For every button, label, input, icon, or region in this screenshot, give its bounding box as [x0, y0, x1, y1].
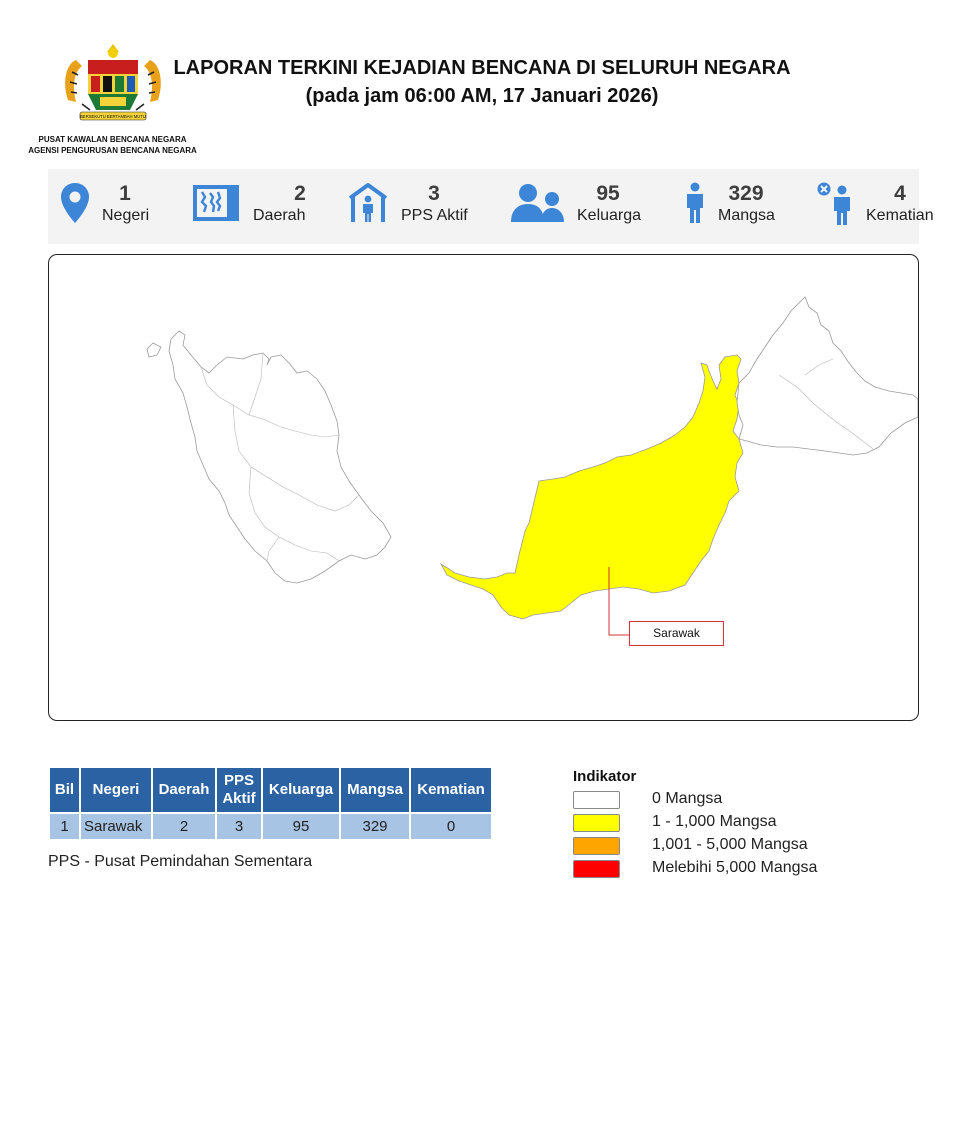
agency-name	[10, 134, 215, 156]
col-header-mangsa: Mangsa	[341, 768, 409, 812]
legend-item	[573, 811, 873, 834]
legend-label: 1 - 1,000 Mangsa	[652, 813, 777, 830]
legend-swatch-high	[573, 860, 620, 878]
cell-keluarga: 95	[263, 814, 339, 839]
stat-label: Mangsa	[718, 207, 775, 224]
cell-pps-aktif: 3	[217, 814, 261, 839]
col-header-daerah: Daerah	[153, 768, 215, 812]
legend-swatch-zero	[573, 791, 620, 809]
stat-label: PPS Aktif	[401, 207, 468, 224]
stat-mangsa	[658, 169, 808, 244]
stat-value: 2	[294, 182, 306, 205]
stat-value: 95	[596, 182, 620, 205]
stat-keluarga	[498, 169, 658, 244]
cell-daerah: 2	[153, 814, 215, 839]
sabah-outline	[737, 297, 918, 455]
death-person-icon	[816, 181, 856, 225]
legend	[573, 766, 873, 880]
cell-mangsa: 329	[341, 814, 409, 839]
report-subtitle: (pada jam 06:00 AM, 17 Januari 2026)	[305, 85, 659, 107]
stat-label: Kematian	[866, 207, 934, 224]
stat-value: 1	[119, 182, 131, 205]
legend-item	[573, 857, 873, 880]
col-header-keluarga: Keluarga	[263, 768, 339, 812]
col-header-negeri: Negeri	[81, 768, 151, 812]
peninsular-malaysia-outline	[147, 331, 391, 583]
col-header-bil: Bil	[50, 768, 79, 812]
legend-swatch-medium	[573, 837, 620, 855]
stat-kematian	[808, 169, 934, 244]
agency-line-1: PUSAT KAWALAN BENCANA NEGARA	[38, 135, 187, 144]
legend-title: Indikator	[573, 768, 637, 785]
agency-line-2: AGENSI PENGURUSAN BENCANA NEGARA	[28, 146, 197, 155]
table-row	[50, 814, 491, 839]
stat-label: Keluarga	[577, 207, 642, 224]
footnote-pps: PPS - Pusat Pemindahan Sementara	[48, 853, 313, 870]
cell-negeri: Sarawak	[81, 814, 151, 839]
report-title: LAPORAN TERKINI KEJADIAN BENCANA DI SELURUH NEGARA	[173, 57, 791, 79]
stat-negeri	[48, 169, 188, 244]
stat-label: Daerah	[253, 207, 306, 224]
family-icon	[510, 182, 566, 224]
victim-person-icon	[684, 182, 706, 224]
stat-pps-aktif	[338, 169, 498, 244]
col-header-pps-aktif	[217, 768, 261, 812]
malaysia-coat-of-arms-logo	[60, 42, 166, 126]
col-header-pps-line2: Aktif	[222, 790, 256, 807]
district-map-icon	[192, 183, 240, 223]
report-title-block	[165, 54, 799, 110]
legend-label: Melebihi 5,000 Mangsa	[652, 859, 818, 876]
evacuation-centre-icon	[348, 182, 388, 224]
sarawak-highlight	[441, 355, 743, 619]
legend-swatch-low	[573, 814, 620, 832]
crest-motto: BERSEKUTU BERTAMBAH MUTU	[80, 114, 146, 119]
cell-bil: 1	[50, 814, 79, 839]
location-pin-icon	[60, 182, 90, 224]
legend-item	[573, 788, 873, 811]
legend-label: 1,001 - 5,000 Mangsa	[652, 836, 808, 853]
stat-value: 329	[728, 182, 764, 205]
map-canvas	[49, 255, 918, 720]
stat-value: 4	[894, 182, 906, 205]
summary-table	[48, 766, 493, 841]
stat-label: Negeri	[102, 207, 150, 224]
stat-value: 3	[428, 182, 440, 205]
sarawak-callout-label: Sarawak	[629, 621, 724, 646]
stat-daerah	[188, 169, 338, 244]
legend-label: 0 Mangsa	[652, 790, 723, 807]
cell-kematian: 0	[411, 814, 491, 839]
col-header-kematian: Kematian	[411, 768, 491, 812]
table-header-row	[50, 768, 491, 812]
stats-bar	[48, 169, 934, 244]
col-header-pps-line1: PPS	[223, 772, 254, 789]
legend-item	[573, 834, 873, 857]
malaysia-disaster-map	[48, 254, 919, 721]
